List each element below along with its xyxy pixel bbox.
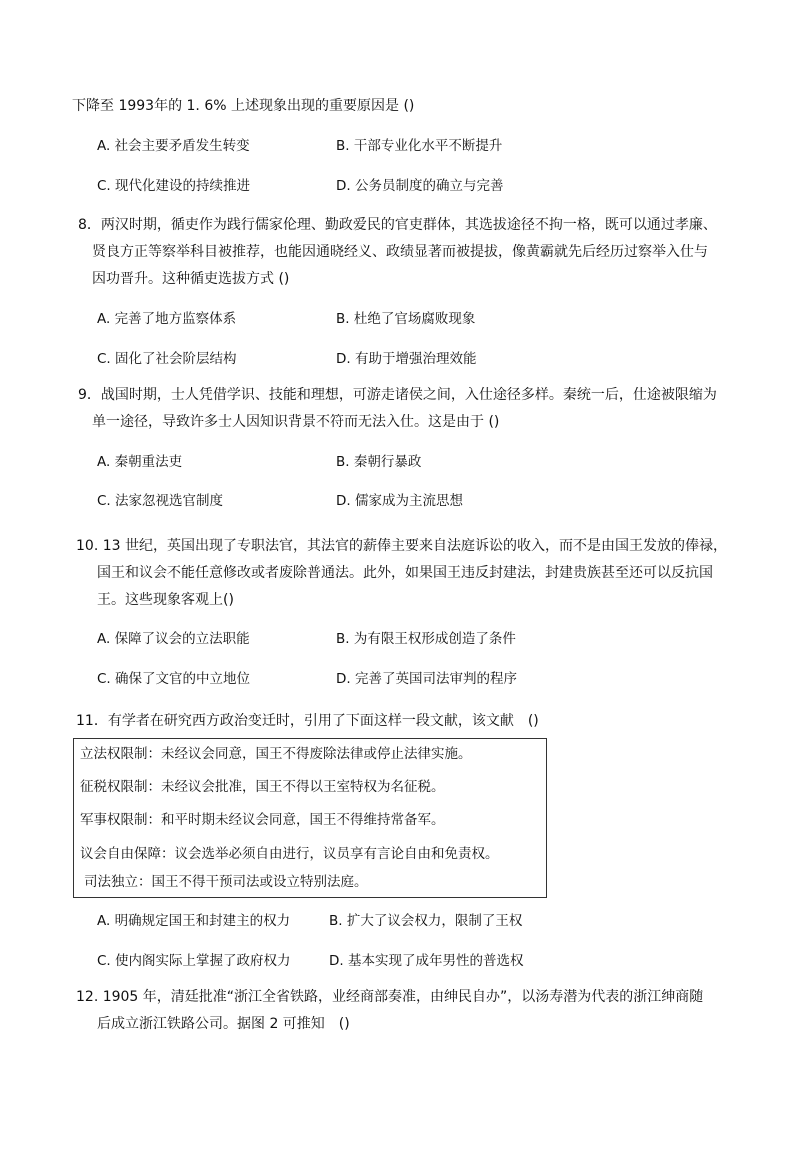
- q8-option-d: D. 有助于增强治理效能: [336, 351, 477, 367]
- q10-stem-line-3: 王。这些现象客观上(): [97, 592, 234, 608]
- q11-option-c: C. 使内阁实际上掌握了政府权力: [97, 953, 291, 969]
- q7-stem: 下降至 1993年的 1. 6% 上述现象出现的重要原因是 (): [72, 98, 415, 114]
- q9-option-a: A. 秦朝重法吏: [97, 454, 183, 470]
- q11-box-line-3: 军事权限制：和平时期未经议会同意，国王不得维持常备军。: [80, 812, 445, 828]
- q9-stem-line-2: 单一途径，导致许多士人因知识背景不符而无法入仕。这是由于 (): [92, 414, 500, 430]
- q8-stem-line-1: 8．两汉时期，循吏作为践行儒家伦理、勤政爱民的官吏群体，其选拔途径不拘一格，既可以通过孝廉、: [78, 217, 717, 233]
- q8-option-b: B. 杜绝了官场腐败现象: [336, 311, 476, 327]
- q10-option-c: C. 确保了文官的中立地位: [97, 671, 251, 687]
- q11-stem: 11．有学者在研究西方政治变迁时，引用了下面这样一段文献，该文献 (): [76, 713, 539, 729]
- q11-box-line-1: 立法权限制：未经议会同意，国王不得废除法律或停止法律实施。: [80, 746, 472, 762]
- q8-option-a: A. 完善了地方监察体系: [97, 311, 237, 327]
- q8-stem-line-2: 贤良方正等察举科目被推荐，也能因通晓经义、政绩显著而被提拔，像黄霸就先后经历过察举入仕与: [92, 244, 708, 260]
- q11-option-a: A. 明确规定国王和封建主的权力: [97, 913, 291, 929]
- q11-box-line-2: 征税权限制：未经议会批准，国王不得以王室特权为名征税。: [80, 779, 445, 795]
- q11-option-d: D. 基本实现了成年男性的普选权: [329, 953, 524, 969]
- q10-stem-line-2: 国王和议会不能任意修改或者废除普通法。此外，如果国王违反封建法，封建贵族甚至还可以反抗国: [97, 565, 713, 581]
- q9-option-d: D. 儒家成为主流思想: [336, 493, 463, 509]
- q8-stem-line-3: 因功晋升。这种循吏选拔方式 (): [92, 271, 290, 287]
- q11-option-b: B. 扩大了议会权力，限制了王权: [329, 913, 523, 929]
- q7-option-c: C. 现代化建设的持续推进: [97, 178, 251, 194]
- q10-stem-line-1: 10. 13 世纪，英国出现了专职法官，其法官的薪俸主要来自法庭诉讼的收入，而不是由国王发放的俸禄，: [76, 538, 727, 554]
- q10-option-d: D. 完善了英国司法审判的程序: [336, 671, 517, 687]
- q11-box-line-5: 司法独立：国王不得干预司法或设立特别法庭。: [84, 874, 368, 890]
- q7-option-b: B. 干部专业化水平不断提升: [336, 138, 503, 154]
- q7-option-d: D. 公务员制度的确立与完善: [336, 178, 504, 194]
- q12-stem-line-2: 后成立浙江铁路公司。据图 2 可推知 (): [97, 1016, 350, 1032]
- q10-option-b: B. 为有限王权形成创造了条件: [336, 631, 516, 647]
- q8-option-c: C. 固化了社会阶层结构: [97, 351, 237, 367]
- q7-option-a: A. 社会主要矛盾发生转变: [97, 138, 250, 154]
- q11-document-box: [73, 738, 547, 898]
- q11-box-line-4: 议会自由保障：议会选举必须自由进行，议员享有言论自由和免责权。: [80, 846, 499, 862]
- q12-stem-line-1: 12. 1905 年，清廷批准“浙江全省铁路，业经商部奏准，由绅民自办”，以汤寿潜为代表的浙江绅商随: [76, 989, 704, 1005]
- q9-stem-line-1: 9．战国时期，士人凭借学识、技能和理想，可游走诸侯之间，入仕途径多样。秦统一后，仕途被限缩为: [78, 387, 717, 403]
- q10-option-a: A. 保障了议会的立法职能: [97, 631, 250, 647]
- q9-option-c: C. 法家忽视选官制度: [97, 493, 224, 509]
- q9-option-b: B. 秦朝行暴政: [336, 454, 422, 470]
